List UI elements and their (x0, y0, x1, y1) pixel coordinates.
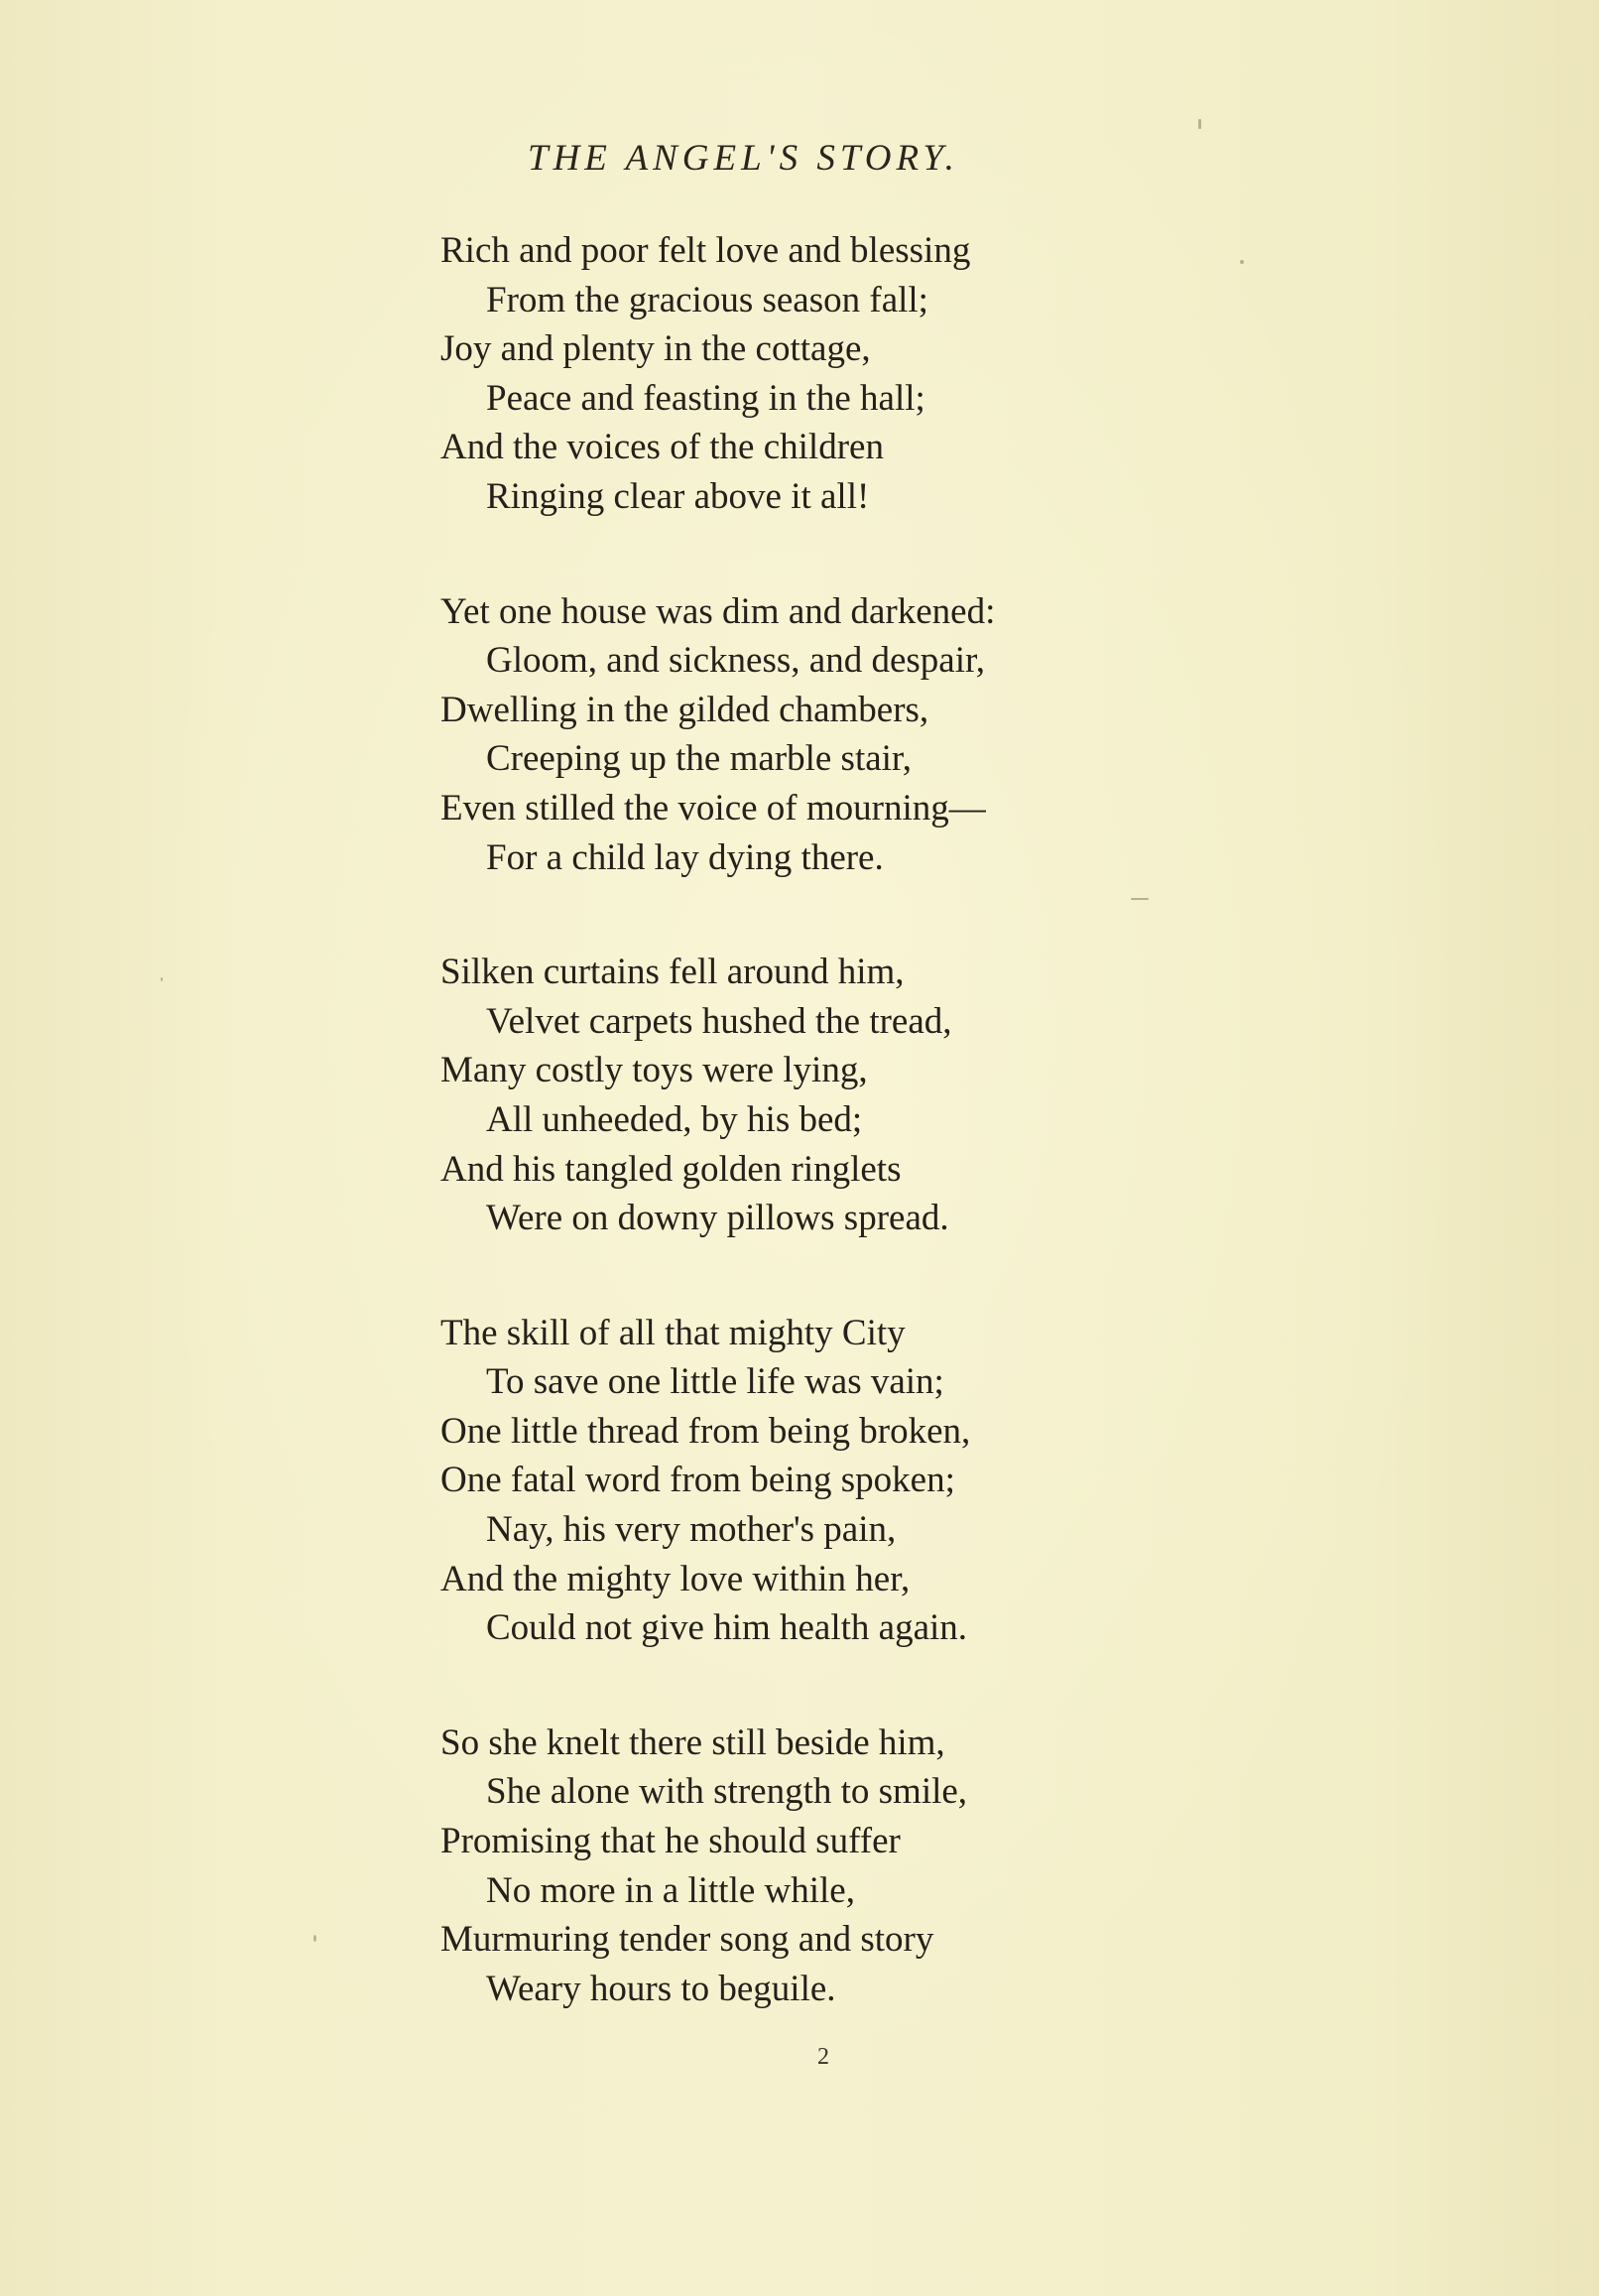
poem-line: Even stilled the voice of mourning— (440, 787, 986, 829)
poem-line: Were on downy pillows spread. (486, 1198, 949, 1239)
poem-line: She alone with strength to smile, (486, 1771, 968, 1813)
poem-line: And the voices of the children (440, 427, 884, 468)
running-head: THE ANGEL'S STORY. (528, 138, 959, 179)
paper-speck (1131, 898, 1149, 900)
paper-speck (313, 1935, 316, 1942)
poem-line: Creeping up the marble stair, (486, 738, 913, 780)
poem-line: All unheeded, by his bed; (486, 1098, 863, 1140)
poem-line: The skill of all that mighty City (440, 1312, 906, 1353)
poem-line: Nay, his very mother's pain, (486, 1509, 897, 1551)
poem-line: For a child lay dying there. (486, 836, 884, 878)
poem-line: No more in a little while, (486, 1869, 855, 1911)
paper-speck (1240, 260, 1244, 264)
stanza-2 (440, 587, 1254, 883)
poem-line: Ringing clear above it all! (486, 475, 870, 517)
poem-line: One little thread from being broken, (440, 1410, 971, 1452)
stanza-3 (440, 948, 1254, 1243)
poem (440, 226, 1254, 2079)
poem-line: Yet one house was dim and darkened: (440, 590, 996, 632)
poem-line: So she knelt there still beside him, (440, 1722, 945, 1763)
poem-line: And his tangled golden ringlets (440, 1148, 902, 1190)
poem-line: And the mighty love within her, (440, 1558, 911, 1599)
poem-line: Promising that he should suffer (440, 1821, 901, 1862)
poem-line: Rich and poor felt love and blessing (440, 230, 971, 271)
poem-line: One fatal word from being spoken; (440, 1460, 955, 1501)
poem-line: Silken curtains fell around him, (440, 952, 905, 993)
stanza-1 (440, 226, 1254, 522)
stanza-5 (440, 1719, 1254, 2014)
poem-line: Dwelling in the gilded chambers, (440, 689, 929, 730)
stanza-4 (440, 1309, 1254, 1653)
poem-line: Gloom, and sickness, and despair, (486, 640, 986, 682)
poem-line: To save one little life was vain; (486, 1361, 944, 1403)
page-number: 2 (817, 2044, 829, 2070)
poem-line: Many costly toys were lying, (440, 1050, 868, 1091)
poem-line: Velvet carpets hushed the tread, (486, 1000, 952, 1042)
poem-line: Joy and plenty in the cottage, (440, 328, 871, 370)
poem-line: From the gracious season fall; (486, 279, 928, 320)
poem-line: Peace and feasting in the hall; (486, 377, 925, 419)
paper-speck (161, 977, 163, 981)
paper-speck (1198, 119, 1201, 129)
poem-line: Murmuring tender song and story (440, 1919, 934, 1961)
poem-line: Could not give him health again. (486, 1607, 968, 1649)
poem-line: Weary hours to beguile. (486, 1968, 836, 2009)
